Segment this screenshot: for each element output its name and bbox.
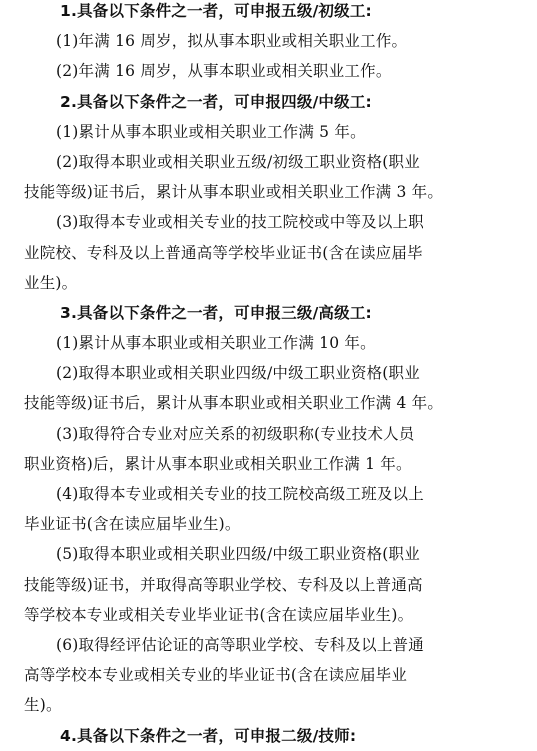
paragraph-line: (5)取得本职业或相关职业四级/中级工职业资格(职业 [56, 545, 420, 564]
paragraph-line: 业院校、专科及以上普通高等学校毕业证书(含在读应届毕 [24, 243, 423, 262]
paragraph-line: 高等学校本专业或相关专业的毕业证书(含在读应届毕业 [24, 666, 408, 685]
paragraph-line: (2)年满 16 周岁，从事本职业或相关职业工作。 [56, 62, 392, 81]
paragraph-line: (2)取得本职业或相关职业五级/初级工职业资格(职业 [56, 152, 420, 171]
paragraph-line: 毕业证书(含在读应届毕业生)。 [24, 515, 241, 534]
paragraph-line: (4)取得本专业或相关专业的技工院校高级工班及以上 [56, 485, 424, 503]
paragraph-line: 业生)。 [24, 273, 78, 292]
paragraph-line: (1)累计从事本职业或相关职业工作满 5 年。 [56, 122, 366, 141]
paragraph-line: 等学校本专业或相关专业毕业证书(含在读应届毕业生)。 [24, 605, 414, 624]
paragraph-line: (3)取得符合专业对应关系的初级职称(专业技术人员 [56, 424, 415, 443]
section-heading-level3: 3.具备以下条件之一者，可申报三级/高级工: [60, 303, 372, 322]
paragraph-line: (2)取得本职业或相关职业四级/中级工职业资格(职业 [56, 364, 420, 383]
section-heading-level4: 2.具备以下条件之一者，可申报四级/中级工: [60, 92, 372, 111]
paragraph-line: (6)取得经评估论证的高等职业学校、专科及以上普通 [56, 635, 424, 654]
paragraph-line: 技能等级)证书后，累计从事本职业或相关职业工作满 3 年。 [24, 183, 444, 202]
paragraph-line: 生)。 [24, 696, 62, 715]
paragraph-line: 职业资格)后，累计从事本职业或相关职业工作满 1 年。 [24, 454, 412, 473]
paragraph-line: (1)年满 16 周岁，拟从事本职业或相关职业工作。 [56, 32, 408, 51]
paragraph-line: 技能等级)证书，并取得高等职业学校、专科及以上普通高 [24, 575, 423, 594]
paragraph-line: (1)累计从事本职业或相关职业工作满 10 年。 [56, 334, 376, 353]
paragraph-line: 技能等级)证书后，累计从事本职业或相关职业工作满 4 年。 [24, 394, 444, 413]
section-heading-level2: 4.具备以下条件之一者，可申报二级/技师: [60, 726, 357, 745]
section-heading-level5: 1.具备以下条件之一者，可申报五级/初级工: [60, 2, 372, 20]
paragraph-line: (3)取得本专业或相关专业的技工院校或中等及以上职 [56, 213, 424, 232]
